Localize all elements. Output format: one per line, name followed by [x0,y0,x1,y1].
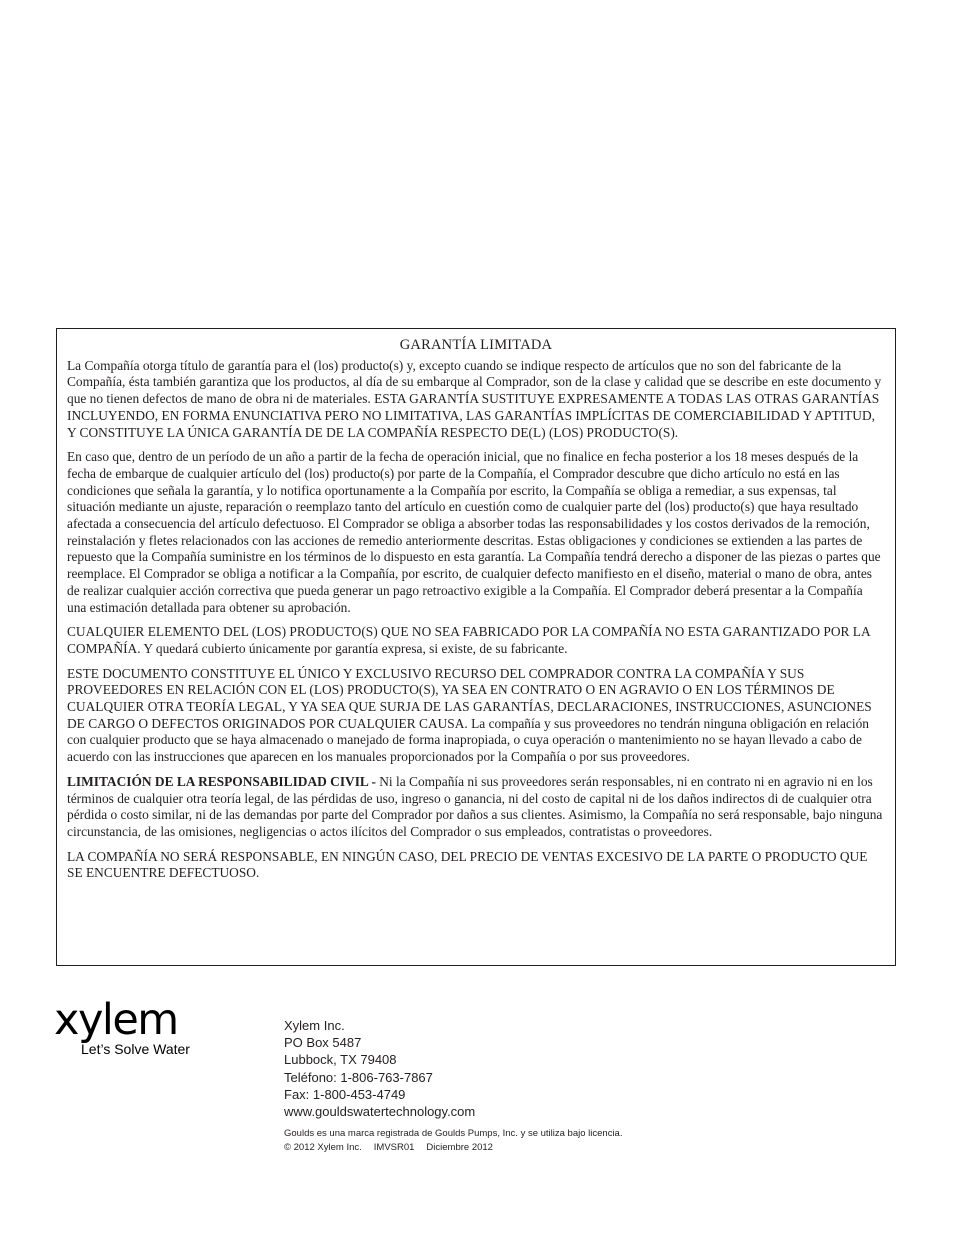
xylem-logo [54,995,190,1057]
city-line: Lubbock, TX 79408 [284,1052,397,1068]
logo-wordmark: xylem [54,995,178,1045]
po-box: PO Box 5487 [284,1035,362,1051]
logo-tagline: Let’s Solve Water [81,1041,190,1057]
document-date: Diciembre 2012 [426,1142,493,1153]
warranty-box [56,328,896,966]
warranty-paragraph-2: En caso que, dentro de un período de un año a partir de la fecha de operación inicial, que no finalice en fecha posterior a los 18 meses después de la fecha de embarque de cualquier artículo del (los) producto(s) por parte de la Compañía, el Comprador descubre que dicho artículo no está en las condiciones que señala la garantía, y lo notifica oportunamente a la Compañía por escrito, la Compañía se obliga a remediar, a sus expensas, tal situación mediante un ajuste, reparación o reemplazo tanto del artículo en cuestión como de cualquier parte del (los) producto(s) que haya resultado afectada a consecuencia del artículo defectuoso. El Comprador se obliga a absorber todas las responsabilidades y los costos derivados de la remoción, reinstalación y fletes relacionados con las acciones de remedio anteriormente descritas. Estas obligaciones y condiciones se extienden a las partes de repuesto que la Compañía suministre en los términos de lo dispuesto en esta garantía. La Compañía tendrá derecho a disponer de las piezas o partes que reemplace. El Comprador se obliga a notificar a la Compañía, por escrito, de cualquier defecto manifiesto en el diseño, material o mano de obra, antes de realizar cualquier acción correctiva que pueda generar un pago retroactivo exigible a la Compañía. El Comprador deberá presentar a la Compañía una estimación detallada para obtener su aprobación. [67,449,881,615]
copyright: © 2012 Xylem Inc. [284,1142,362,1153]
warranty-title: GARANTÍA LIMITADA [399,337,553,353]
phone-line: Teléfono: 1-806-763-7867 [284,1069,433,1085]
warranty-paragraph-4: ESTE DOCUMENTO CONSTITUYE EL ÚNICO Y EXCLUSIVO RECURSO DEL COMPRADOR CONTRA LA COMPAÑÍA Y SUS PROVEEDORES EN RELACIÓN CON EL (LOS) PRODUCTO(S), YA SEA EN CONTRATO O EN AGRAVIO O EN LOS TÉRMINOS DE CUALQUIER OTRA TEORÍA LEGAL, Y YA SEA QUE SURJA DE LAS GARANTÍAS, DECLARACIONES, INSTRUCCIONES, ASUNCIONES DE CARGO O DEFECTOS ORIGINADOS POR CUALQUIER CAUSA. La compañía y sus proveedores no tendrán ninguna obligación en relación con cualquier producto que se haya almacenado o manejado de forma inapropiada, o cuya operación o mantenimiento no se hayan llevado a cabo de acuerdo con las instrucciones que aparecen en los manuales proporcionados por la Compañía o por sus proveedores. [67,665,872,765]
company-name: Xylem Inc. [284,1018,345,1033]
footer-fine-print [284,1127,622,1155]
fax-line: Fax: 1-800-453-4749 [284,1086,406,1102]
copyright-line [284,1141,622,1155]
trademark-note: Goulds es una marca registrada de Goulds Pumps, Inc. y se utiliza bajo licencia. [284,1128,623,1139]
warranty-paragraph-6: LA COMPAÑÍA NO SERÁ RESPONSABLE, EN NINGÚN CASO, DEL PRECIO DE VENTAS EXCESIVO DE LA PARTE O PRODUCTO QUE SE ENCUENTRE DEFECTUOSO. [67,848,868,881]
warranty-paragraph-3: CUALQUIER ELEMENTO DEL (LOS) PRODUCTO(S) QUE NO SEA FABRICADO POR LA COMPAÑÍA NO ESTA GARANTIZADO POR LA COMPAÑÍA. Y quedará cubierto únicamente por garantía expresa, si existe, de su fabricante. [67,624,870,656]
liability-body: Ni la Compañía ni sus proveedores serán responsables, ni en contrato ni en agravio ni en los términos de cualquier otra teoría legal, de las pérdidas de uso, ingreso o ganancia, ni del costo de capital ni de los daños indirectos di de cualquier otra pérdida o costo similar, ni de las demandas por parte del Comprador por daños a sus clientes. Asimismo, la Compañía no será responsable, bajo ninguna circunstancia, de las omisiones, negligencias o actos ilícitos del Comprador o sus empleados, contratistas o proveedores. [67,773,883,839]
warranty-paragraph-5 [67,774,885,841]
liability-heading: LIMITACIÓN DE LA RESPONSABILIDAD CIVIL - [67,773,380,789]
document-code: IMVSR01 [373,1142,415,1153]
warranty-paragraph-1: La Compañía otorga título de garantía para el (los) producto(s) y, excepto cuando se indique respecto de artículos que no son del fabricante de la Compañía, ésta también garantiza que los productos, al día de su embarque al Comprador, son de la clase y calidad que se describe en este documento y que no tienen defectos de mano de obra ni de materiales. ESTA GARANTÍA SUSTITUYE EXPRESAMENTE A TODAS LAS OTRAS GARANTÍAS INCLUYENDO, EN FORMA ENUNCIATIVA PERO NO LIMITATIVA, LAS GARANTÍAS IMPLÍCITAS DE COMERCIABILIDAD Y APTITUD, Y CONSTITUYE LA ÚNICA GARANTÍA DE DE LA COMPAÑÍA RESPECTO DE(L) (LOS) PRODUCTO(S). [67,357,882,440]
contact-block [284,1017,475,1120]
website-link[interactable]: www.gouldswatertechnology.com [284,1104,476,1120]
